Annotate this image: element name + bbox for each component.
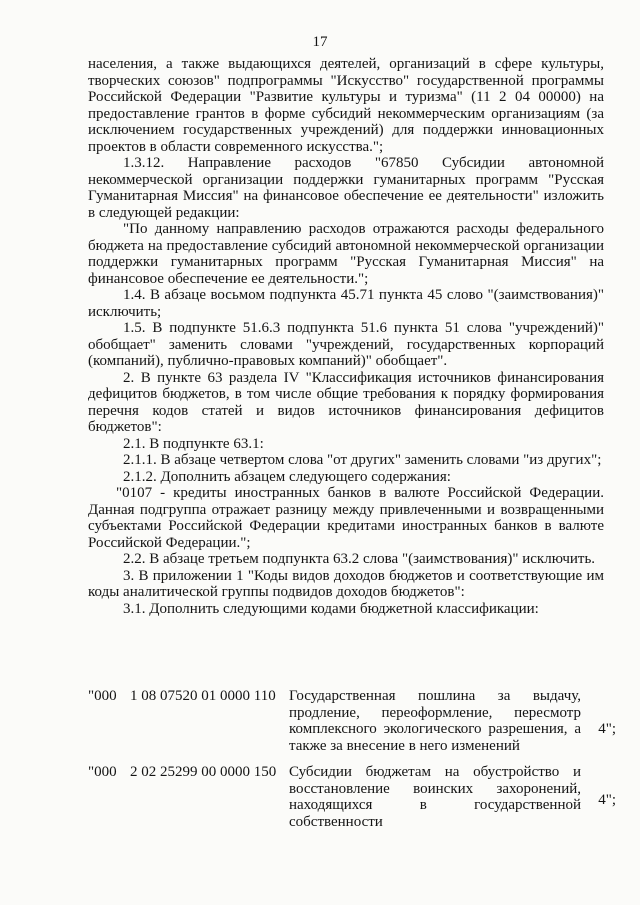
page-number: 17 bbox=[312, 34, 328, 50]
paragraph-3: 3. В приложении 1 "Коды видов доходов бюджетов и соответствующие им коды аналитической группы подвидов доходов бюджетов": bbox=[88, 567, 604, 600]
paragraph-1-4: 1.4. В абзаце восьмом подпункта 45.71 пункта 45 слово "(заимствования)" исключить; bbox=[88, 287, 604, 320]
paragraph-1-3-12: 1.3.12. Направление расходов "67850 Субсидии автономной некоммерческой организации поддержки гуманитарных программ "Русская Гуманитарная Миссия" на финансовое обеспечение ее деятельности" изложить в следующей редакции: bbox=[88, 155, 604, 221]
paragraph-continuation: населения, а также выдающихся деятелей, организаций в сфере культуры, творческих союзов" подпрограммы "Искусство" государственной программы Российской Федерации "Развитие культуры и туризма" (11 2 04 00000) на предоставление грантов в форме субсидий некоммерческим организациям (за исключением государственных учреждений) для поддержки инновационных проектов в области современного искусства."; bbox=[88, 56, 604, 155]
code-row-prefix: "000 bbox=[88, 764, 117, 780]
paragraph-2-2: 2.2. В абзаце третьем подпункта 63.2 слова "(заимствования)" исключить. bbox=[123, 551, 596, 567]
code-row-prefix: "000 bbox=[88, 688, 117, 704]
paragraph-quote-expenses: "По данному направлению расходов отражаются расходы федерального бюджета на предоставление субсидий автономной некоммерческой организации поддержки гуманитарных программ "Русская Гуманитарная Миссия" на финансовое обеспечение ее деятельности."; bbox=[88, 221, 604, 287]
paragraph-2-1-2: 2.1.2. Дополнить абзацем следующего содержания: bbox=[123, 468, 451, 485]
code-row-code: 2 02 25299 00 0000 150 bbox=[130, 764, 277, 780]
code-row-suffix: 4"; bbox=[598, 792, 616, 808]
paragraph-0107: "0107 - кредиты иностранных банков в валюте Российской Федерации. Данная подгруппа отражает разницу между привлеченными и возвращенными субъектами Российской Федерации кредитами иностранных банков в валюте Российской Федерации."; bbox=[88, 485, 604, 551]
code-row-2 bbox=[88, 764, 616, 830]
document-body bbox=[88, 56, 604, 617]
code-row-code: 1 08 07520 01 0000 110 bbox=[130, 688, 276, 704]
paragraph-2-1: 2.1. В подпункте 63.1: bbox=[123, 435, 264, 452]
code-row-description: Субсидии бюджетам на обустройство и восстановление воинских захоронений, находящихся в государственной собственности bbox=[289, 764, 581, 830]
paragraph-3-1: 3.1. Дополнить следующими кодами бюджетной классификации: bbox=[123, 600, 539, 617]
code-row-1 bbox=[88, 688, 616, 754]
paragraph-2-1-1: 2.1.1. В абзаце четвертом слова "от других" заменить словами "из других"; bbox=[123, 452, 602, 468]
code-row-suffix: 4"; bbox=[598, 721, 616, 737]
paragraph-1-5: 1.5. В подпункте 51.6.3 подпункта 51.6 пункта 51 слова "учреждений)" обобщает" заменить словами "учреждений, государственных корпораций (компаний), публично-правовых компаний)" обобщает". bbox=[88, 320, 604, 369]
code-row-description: Государственная пошлина за выдачу, продление, переоформление, пересмотр комплексного экологического разрешения, а также за внесение в него изменений bbox=[289, 688, 581, 754]
paragraph-2: 2. В пункте 63 раздела IV "Классификация источников финансирования дефицитов бюджетов, в том числе общие требования к порядку формирования перечня кодов статей и видов источников финансирования дефицитов бюджетов": bbox=[88, 369, 604, 435]
